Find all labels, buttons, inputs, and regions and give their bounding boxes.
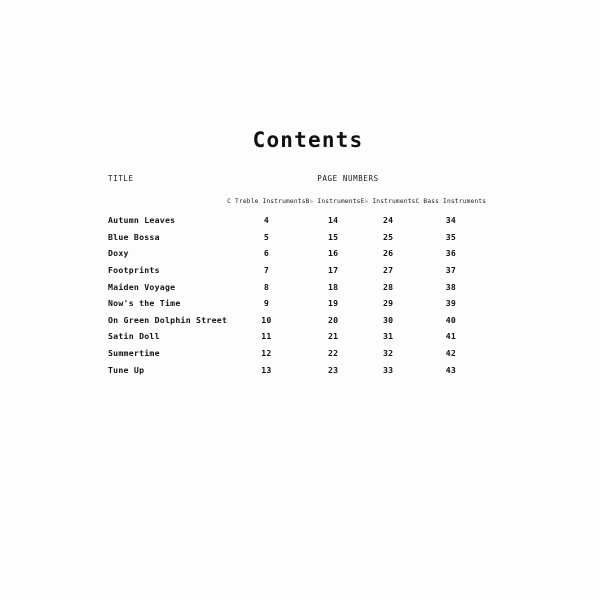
page-c-bass: 42 (445, 348, 456, 359)
table-body (108, 212, 486, 378)
table-row (108, 278, 486, 295)
song-title: Footprints (108, 265, 160, 276)
page-numbers-header: PAGE NUMBERS (317, 174, 379, 183)
page-bb: 20 (328, 314, 339, 325)
page-c-treble: 10 (261, 314, 272, 325)
page-c-treble: 7 (263, 265, 269, 276)
table-row (108, 212, 486, 229)
page-c-treble: 12 (261, 348, 272, 359)
page-c-bass: 38 (445, 281, 456, 292)
page-eb: 30 (382, 314, 394, 325)
page-c-treble: 8 (263, 281, 269, 292)
page-c-treble: 5 (263, 231, 269, 242)
col-head-eb: E♭ Instruments (360, 198, 416, 205)
page-eb: 32 (382, 348, 394, 359)
table-row (108, 229, 486, 246)
page-bb: 23 (328, 364, 339, 375)
col-head-c-bass: C Bass Instruments (415, 198, 487, 205)
table-header-labels (108, 174, 508, 188)
page-c-treble: 11 (261, 331, 272, 342)
page-bb: 15 (328, 231, 339, 242)
song-title: Doxy (108, 248, 129, 259)
table-row (108, 312, 486, 329)
song-title: Now's the Time (108, 298, 181, 309)
page-c-bass: 43 (445, 364, 456, 375)
page-c-treble: 6 (263, 248, 269, 259)
page-c-treble: 9 (263, 298, 269, 309)
table-row (108, 328, 486, 345)
page-c-bass: 39 (445, 298, 456, 309)
page-bb: 19 (328, 298, 339, 309)
page-c-bass: 36 (445, 248, 456, 259)
table-row (108, 345, 486, 362)
col-head-title (108, 198, 227, 212)
contents-table (108, 198, 486, 378)
page-title: Contents (252, 128, 364, 152)
page-c-bass: 40 (445, 314, 456, 325)
page-c-bass: 37 (445, 265, 456, 276)
page-eb: 29 (382, 298, 394, 309)
col-head-c-treble: C Treble Instruments (227, 198, 306, 205)
page-eb: 27 (382, 265, 394, 276)
page-c-treble: 4 (263, 215, 269, 226)
song-title: Maiden Voyage (108, 281, 176, 292)
song-title: Tune Up (108, 364, 145, 375)
page-bb: 18 (328, 281, 339, 292)
col-head-bb: B♭ Instruments (305, 198, 361, 205)
page-bb: 17 (328, 265, 339, 276)
contents-section (108, 128, 508, 378)
song-title: Autumn Leaves (108, 215, 176, 226)
title-column-header: TITLE (108, 174, 134, 183)
song-title: Summertime (108, 348, 160, 359)
page-eb: 25 (382, 231, 394, 242)
song-title: Blue Bossa (108, 231, 160, 242)
page-c-treble: 13 (261, 364, 272, 375)
table-header-row (108, 198, 486, 212)
page-bb: 16 (328, 248, 339, 259)
page-c-bass: 34 (445, 215, 456, 226)
page-c-bass: 41 (445, 331, 456, 342)
song-title: Satin Doll (108, 331, 160, 342)
page-eb: 24 (382, 215, 394, 226)
table-head (108, 198, 486, 212)
page-eb: 33 (382, 364, 394, 375)
page-c-bass: 35 (445, 231, 456, 242)
song-title: On Green Dolphin Street (108, 314, 228, 325)
table-row (108, 295, 486, 312)
page-bb: 21 (328, 331, 339, 342)
table-row (108, 361, 486, 378)
table-row (108, 245, 486, 262)
page-bb: 22 (328, 348, 339, 359)
page-eb: 31 (382, 331, 394, 342)
page-eb: 28 (382, 281, 394, 292)
page-eb: 26 (382, 248, 394, 259)
table-row (108, 262, 486, 279)
page-bb: 14 (328, 215, 339, 226)
